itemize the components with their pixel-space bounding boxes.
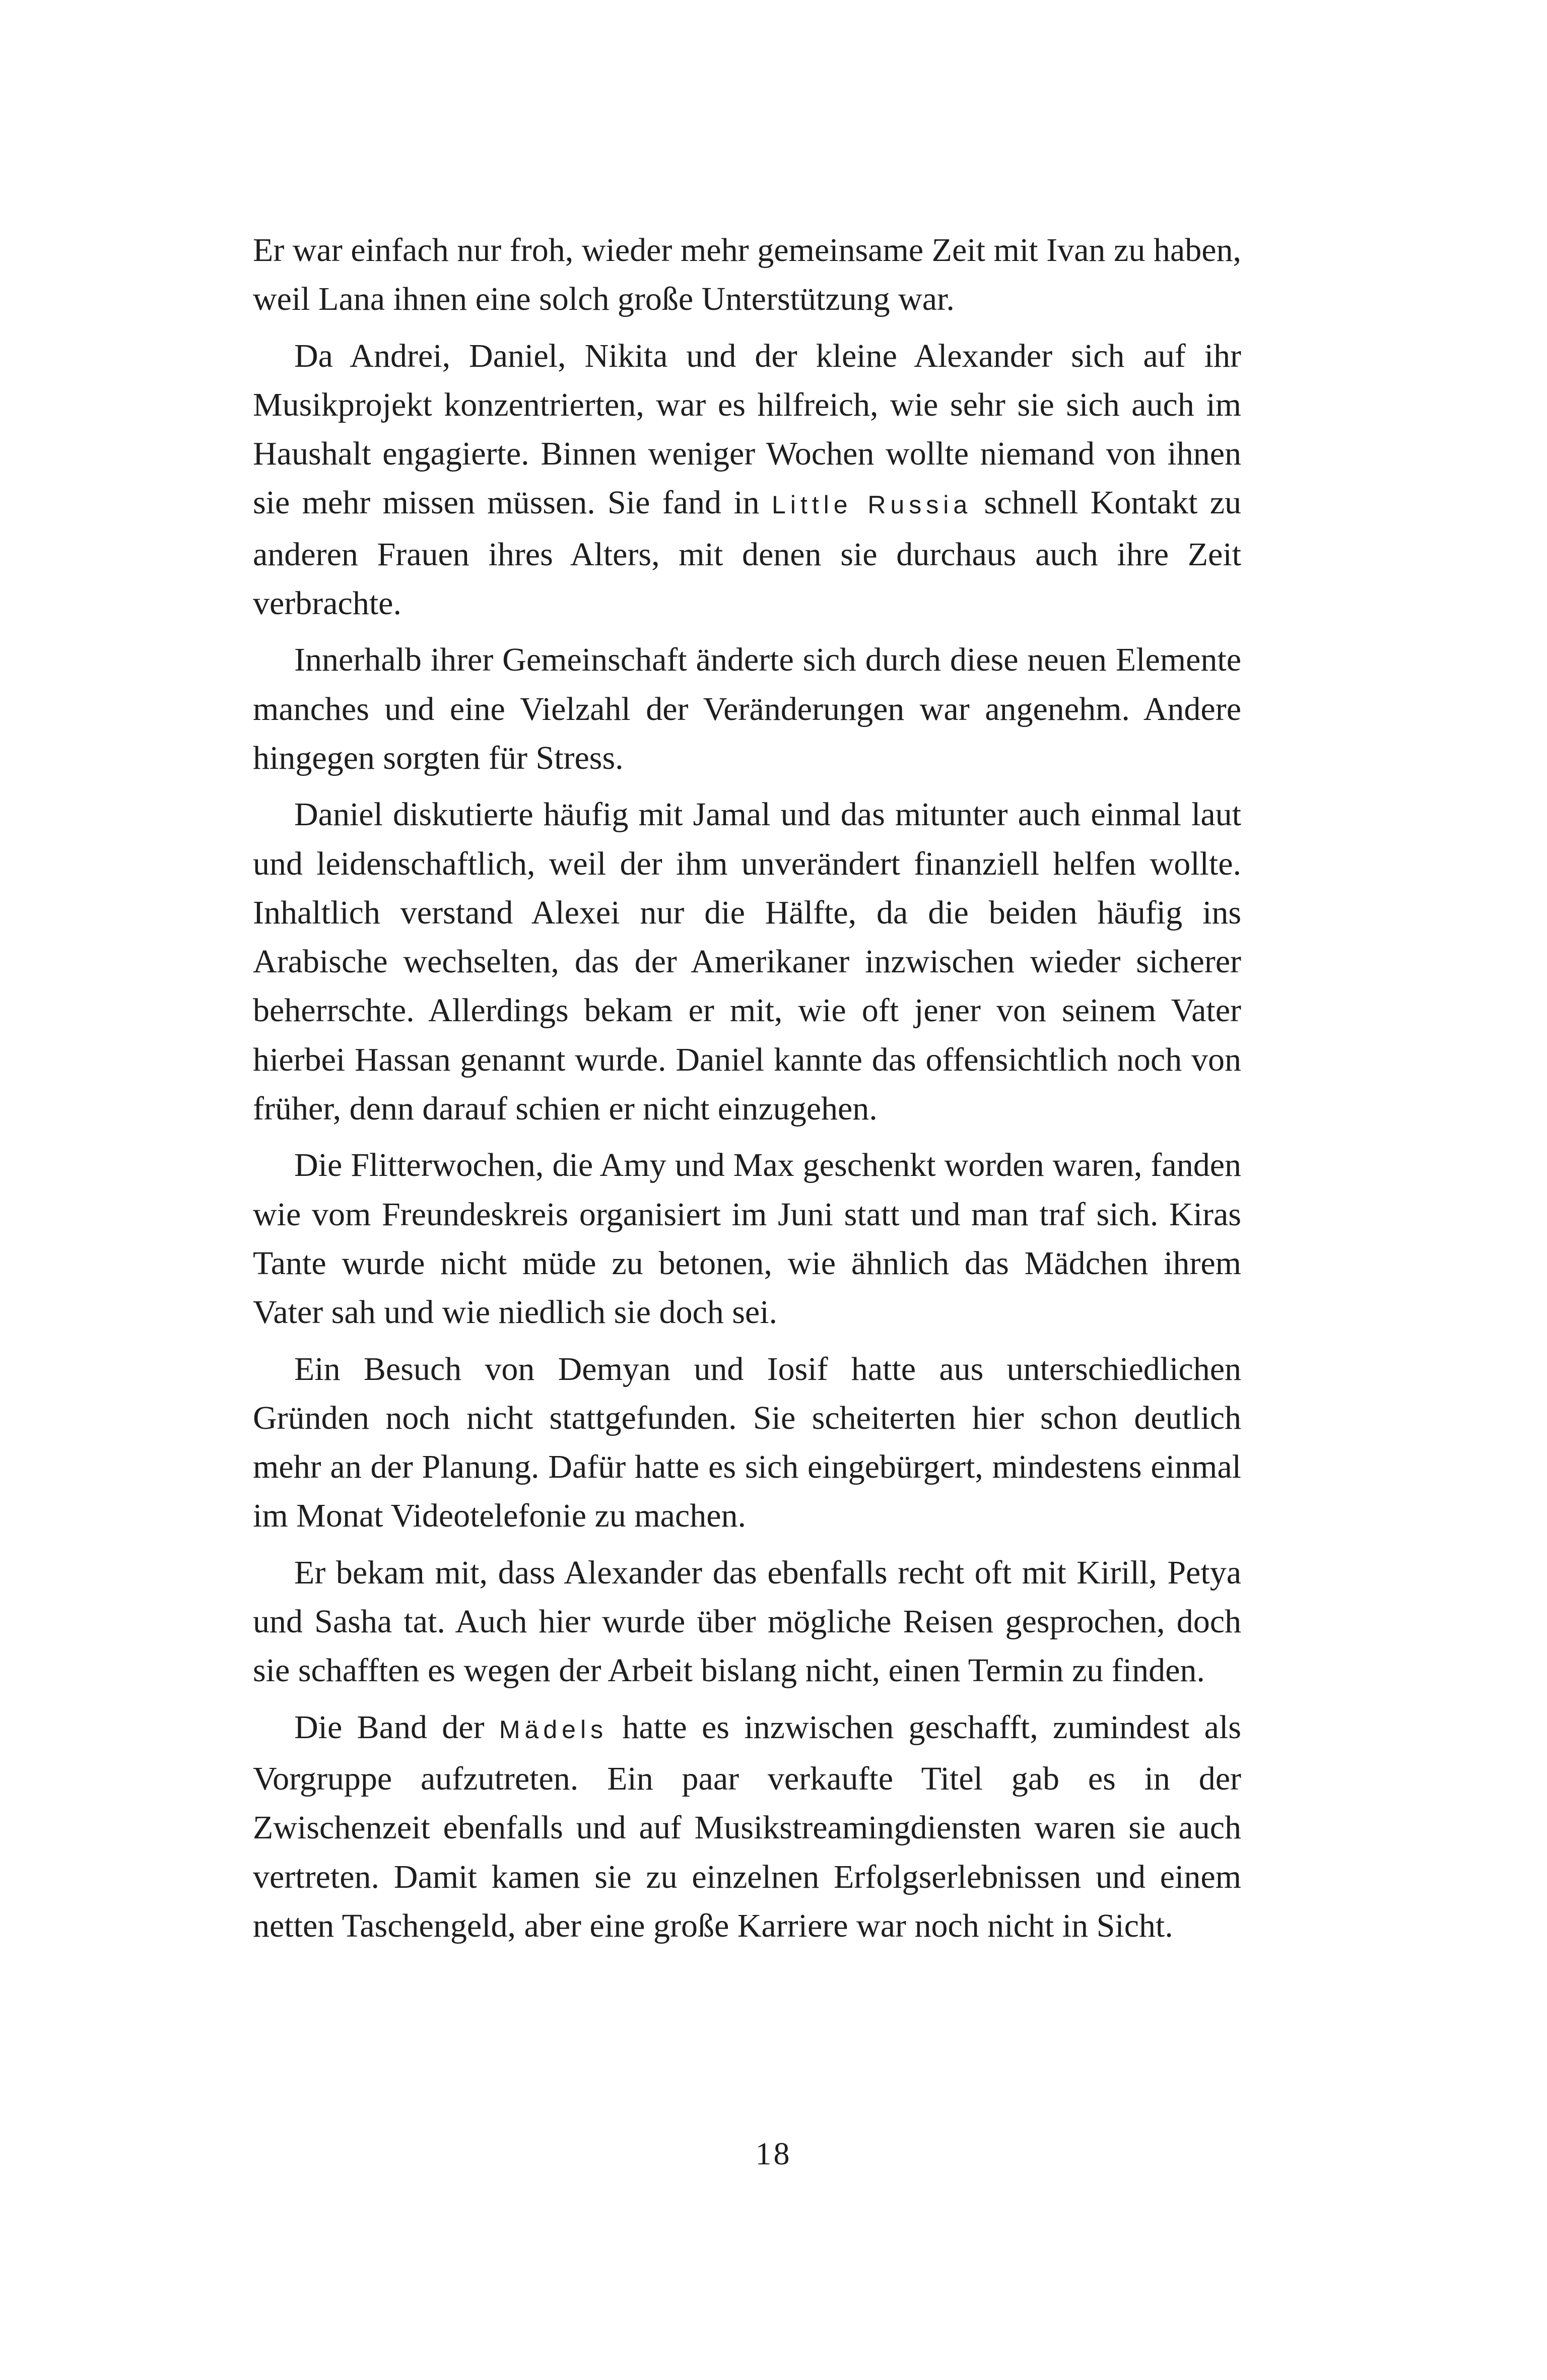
paragraph-7: Er bekam mit, dass Alexander das ebenfalls recht oft mit Kirill, Petya und Sasha tat. Auch hier wurde über mögliche Reisen gesprochen, doch sie schafften es wegen der Arbeit bislang nicht, einen Termin zu finden.	[253, 1554, 1241, 1689]
paragraph-2	[253, 332, 1241, 628]
paragraph-3: Innerhalb ihrer Gemeinschaft änderte sich durch diese neuen Elemente manches und eine Vielzahl der Veränderungen war angenehm. Andere hingegen sorgten für Stress.	[253, 641, 1241, 776]
paragraph-5: Die Flitterwochen, die Amy und Max geschenkt worden waren, fanden wie vom Freundeskreis organisiert im Juni statt und man traf sich. Kiras Tante wurde nicht müde zu betonen, wie ähnlich das Mädchen ihrem Vater sah und wie niedlich sie doch sei.	[253, 1147, 1241, 1331]
paragraph-2-text-before: Da Andrei, Daniel, Nikita und der kleine Alexander sich auf ihr Musikprojekt konzentrierten, war es hilfreich, wie sehr sie sich auch im Haushalt engagierte. Binnen weniger Wochen wollte niemand von ihnen sie mehr missen müssen. Sie fand in	[253, 337, 1241, 521]
paragraph-1: Er war einfach nur froh, wieder mehr gemeinsame Zeit mit Ivan zu haben, weil Lana ihnen eine solch große Unterstützung war.	[253, 232, 1241, 318]
paragraph-2-text-after: schnell Kontakt zu anderen Frauen ihres Alters, mit denen sie durchaus auch ihre Zeit verbrachte.	[253, 484, 1241, 622]
paragraph-8	[253, 1703, 1241, 1950]
paragraph-6: Ein Besuch von Demyan und Iosif hatte aus unterschiedlichen Gründen noch nicht stattgefunden. Sie scheiterten hier schon deutlich mehr an der Planung. Dafür hatte es sich eingebürgert, mindestens einmal im Monat Videotelefonie zu machen.	[253, 1350, 1241, 1535]
small-caps-place-name: Little Russia	[771, 491, 972, 519]
paragraph-8-text-before: Die Band der	[294, 1708, 499, 1746]
paragraph-4: Daniel diskutierte häufig mit Jamal und das mitunter auch einmal laut und leidenschaftlich, weil der ihm unverändert finanziell helfen wollte. Inhaltlich verstand Alexei nur die Hälfte, da die beiden häufig ins Arabische wechselten, das der Amerikaner inzwischen wieder sicherer beherrschte. Allerdings bekam er mit, wie oft jener von seinem Vater hierbei Hassan genannt wurde. Daniel kannte das offensichtlich noch von früher, denn darauf schien er nicht einzugehen.	[253, 796, 1241, 1128]
paragraph-8-text-after: hatte es inzwischen geschafft, zumindest als Vorgruppe aufzutreten. Ein paar verkaufte Titel gab es in der Zwischenzeit ebenfalls und auf Musikstreamingdiensten waren sie auch vertreten. Damit kamen sie zu einzelnen Erfolgserlebnissen und einem netten Taschengeld, aber eine große Karriere war noch nicht in Sicht.	[253, 1708, 1241, 1944]
body-text	[253, 226, 1241, 1958]
page-number: 18	[755, 2136, 792, 2171]
small-caps-band-name: Mädels	[499, 1715, 608, 1744]
